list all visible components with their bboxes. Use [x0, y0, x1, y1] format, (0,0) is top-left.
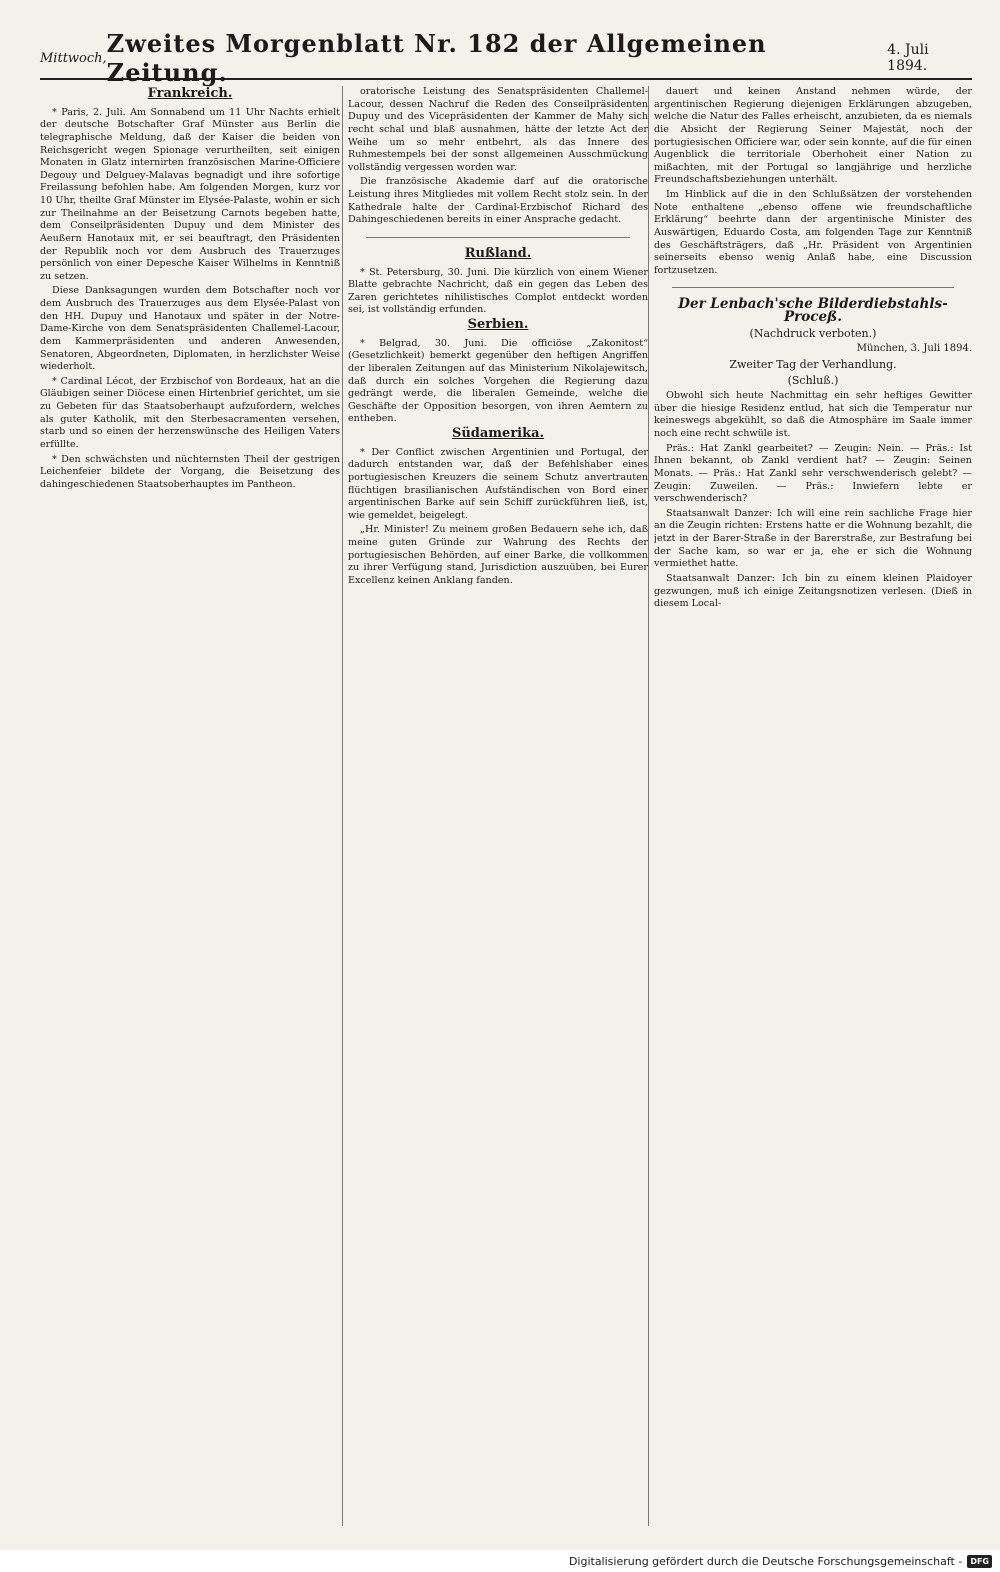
article-paragraph: Staatsanwalt Danzer: Ich will eine rein sachliche Frage hier an die Zeugin richten: Erstens hatte er die Wohnung bezahlt, die jetzt in der Barer-Straße in der Barerstraße, zur Bestrafung bei der Sache kam, so war er ja, ehe er sich die Wohnung vermiethet hatte.	[654, 507, 972, 570]
dfg-logo: DFG	[967, 1555, 992, 1568]
article-paragraph: Diese Danksagungen wurden dem Botschafter noch vor dem Ausbruch des Trauerzuges aus dem Elysée-Palast von den HH. Dupuy und Hanotaux und später in der Notre-Dame-Kirche von dem Senatspräsidenten Challemel-Lacour, dem Kammerpräsidenten und anderen Anwesenden, Senatoren, Abgeordneten, Diplomaten, in herzlichster Weise wiederholt.	[40, 285, 340, 373]
article-paragraph: oratorische Leistung des Senatspräsidenten Challemel-Lacour, dessen Nachruf die Reden des Conseilpräsidenten Dupuy und des Vicepräsidenten der Kammer de Mahy sich recht schal und blaß ausnahmen, hätte der letzte Act der Weihe um so mehr entbehrt, als das Innere des Ruhmestempels bei der sonst allgemeinen Ausschmückung vollständig vergessen worden war.	[348, 86, 648, 173]
section-heading-frankreich: Frankreich.	[147, 86, 233, 101]
column-3	[654, 86, 972, 1526]
masthead-day: Mittwoch,	[40, 50, 107, 66]
column-rule	[342, 86, 343, 1526]
article-paragraph: Die französische Akademie darf auf die oratorische Leistung ihres Mitgliedes mit vollem Recht stolz sein. In der Kathedrale halte der Cardinal-Erzbischof Richard des Dahingeschiedenen bereits in einer Ansprache gedacht.	[348, 176, 648, 226]
article-paragraph: * Den schwächsten und nüchternsten Theil der gestrigen Leichenfeier bildete der Vorgang, die Beisetzung des dahingeschiedenen Staatsoberhauptes im Pantheon.	[40, 453, 340, 490]
article-paragraph: Obwohl sich heute Nachmittag ein sehr heftiges Gewitter über die hiesige Residenz entlud, hat sich die Temperatur nur keineswegs abgekühlt, so daß die Atmosphäre im Saale immer noch eine recht schwüle ist.	[654, 390, 972, 439]
article-subtitle: Zweiter Tag der Verhandlung.	[729, 357, 897, 371]
article-paragraph: Im Hinblick auf die in den Schlußsätzen der vorstehenden Note enthaltene „ebenso offene wie freundschaftliche Erklärung“ beehrte dann der argentinische Minister des Auswärtigen, Eduardo Costa, am folgenden Tage zur Kenntniß des Geschäftsträgers, daß „Hr. Präsident von Argentinien seinerseits ebenso wenig Anlaß habe, eine Discussion fortzusetzen.	[654, 189, 972, 276]
article-paragraph: Staatsanwalt Danzer: Ich bin zu einem kleinen Plaidoyer gezwungen, muß ich einige Zeitungsnotizen verlesen. (Dieß in diesem Local-	[654, 572, 972, 610]
article-note: (Nachdruck verboten.)	[749, 326, 877, 340]
footer-credit	[0, 1550, 1000, 1572]
section-heading-serbien: Serbien.	[467, 317, 529, 332]
article-paragraph: dauert und keinen Anstand nehmen würde, der argentinischen Regierung diejenigen Erklärungen abzugeben, welche die Natur des Falles erheischt, anzubieten, da es niemals die Absicht der Regierung Seiner Majestät, noch der portugiesischen Officiere war, oder sein konnte, auf die für einen Augenblick die territoriale Oberhoheit einer Nation zu mißachten, mit der Portugal so langjährige und herzliche Freundschaftsbeziehungen unterhält.	[654, 86, 972, 186]
dateline: München, 3. Juli 1894.	[856, 343, 972, 355]
article-paragraph: * St. Petersburg, 30. Juni. Die kürzlich von einem Wiener Blatte gebrachte Nachricht, daß ein gegen das Leben des Zaren gerichtetes nihilistisches Complot entdeckt worden sei, ist vollständig erfunden.	[348, 266, 648, 316]
article-paragraph: Präs.: Hat Zankl gearbeitet? — Zeugin: Nein. — Präs.: Ist Ihnen bekannt, ob Zankl verdient hat? — Zeugin: Seinen Monats. — Präs.: Hat Zankl sehr verschwenderisch gelebt? — Zeugin: Zuweilen. — Präs.: Inwiefern lebte er verschwenderisch?	[654, 442, 972, 505]
article-paragraph: * Cardinal Lécot, der Erzbischof von Bordeaux, hat an die Gläubigen seiner Diöcese einen Hirtenbrief gerichtet, um sie zu Gebeten für das Staatsoberhaupt aufzufordern, welches als guter Katholik, mit den Sterbesacramenten versehen, starb und so einen der herzenswünsche des Heiligen Vaters erfüllte.	[40, 375, 340, 450]
article-paragraph: * Der Conflict zwischen Argentinien und Portugal, der dadurch entstanden war, daß der Befehlshaber eines portugiesischen Kreuzers die seinem Schutz anvertrauten flüchtigen brasilianischen Aufständischen von Bord einer argentinischen Barke auf sein Schiff zurückführen ließ, ist, wie gemeldet, beigelegt.	[348, 446, 648, 521]
masthead-title: Zweites Morgenblatt Nr. 182 der Allgemeinen Zeitung.	[106, 29, 767, 87]
article-paragraph: * Paris, 2. Juli. Am Sonnabend um 11 Uhr Nachts erhielt der deutsche Botschafter Graf Münster aus Berlin die telegraphische Meldung, daß der Kaiser die beiden von Reichsgericht wegen Spionage verurtheilten, seit einigen Monaten in Glatz internirten französischen Marine-Officiere Degouy und Delguey-Malavas begnadigt und ihre sofortige Freilassung befohlen habe. Am folgenden Morgen, kurz vor 10 Uhr, theilte Graf Münster im Elysée-Palaste, wohin er sich zur Theilnahme an der Beisetzung Carnots begeben hatte, dem Conseilpräsidenten Dupuy und dem Minister des Aeußern Hanotaux mit, er sei beauftragt, den Präsidenten der Republik noch vor dem Ausbruch des Trauerzuges persönlich von einer Depesche Kaiser Wilhelms in Kenntniß zu setzen.	[40, 106, 340, 282]
article-paragraph: „Hr. Minister! Zu meinem großen Bedauern sehe ich, daß meine guten Gründe zur Wahrung des Rechts der portugiesischen Behörden, auf einer Barke, die vollkommen zu ihrer Verfügung stand, Jurisdiction auszuüben, bei Eurer Excellenz keinen Anklang fanden.	[348, 524, 648, 586]
separator	[672, 287, 954, 288]
section-heading-russland: Rußland.	[464, 245, 532, 261]
footer-text: Digitalisierung gefördert durch die Deutsche Forschungsgemeinschaft -	[568, 1554, 963, 1568]
separator	[366, 237, 630, 238]
masthead	[40, 29, 972, 87]
article-note: (Schluß.)	[787, 373, 839, 387]
column-2	[348, 86, 648, 1526]
article-paragraph: * Belgrad, 30. Juni. Die officiöse „Zakonitost“ (Gesetzlichkeit) bemerkt gegenüber den heftigen Angriffen der liberalen Zeitungen auf das Ministerium Nikolajewitsch, daß durch ein solches Vorgehen die Regierung dazu gedrängt werde, die liberalen Gemeinde, welche die Geschäfte der Opposition besorgen, von ihren Aemtern zu entheben.	[348, 337, 648, 425]
section-heading-suedamerika: Südamerika.	[451, 426, 545, 441]
article-title: Der Lenbach'sche Bilderdiebstahls-Proceß.	[678, 296, 948, 325]
column-rule	[648, 86, 649, 1526]
column-1	[40, 86, 340, 1526]
masthead-date: 4. Juli 1894.	[887, 42, 929, 74]
